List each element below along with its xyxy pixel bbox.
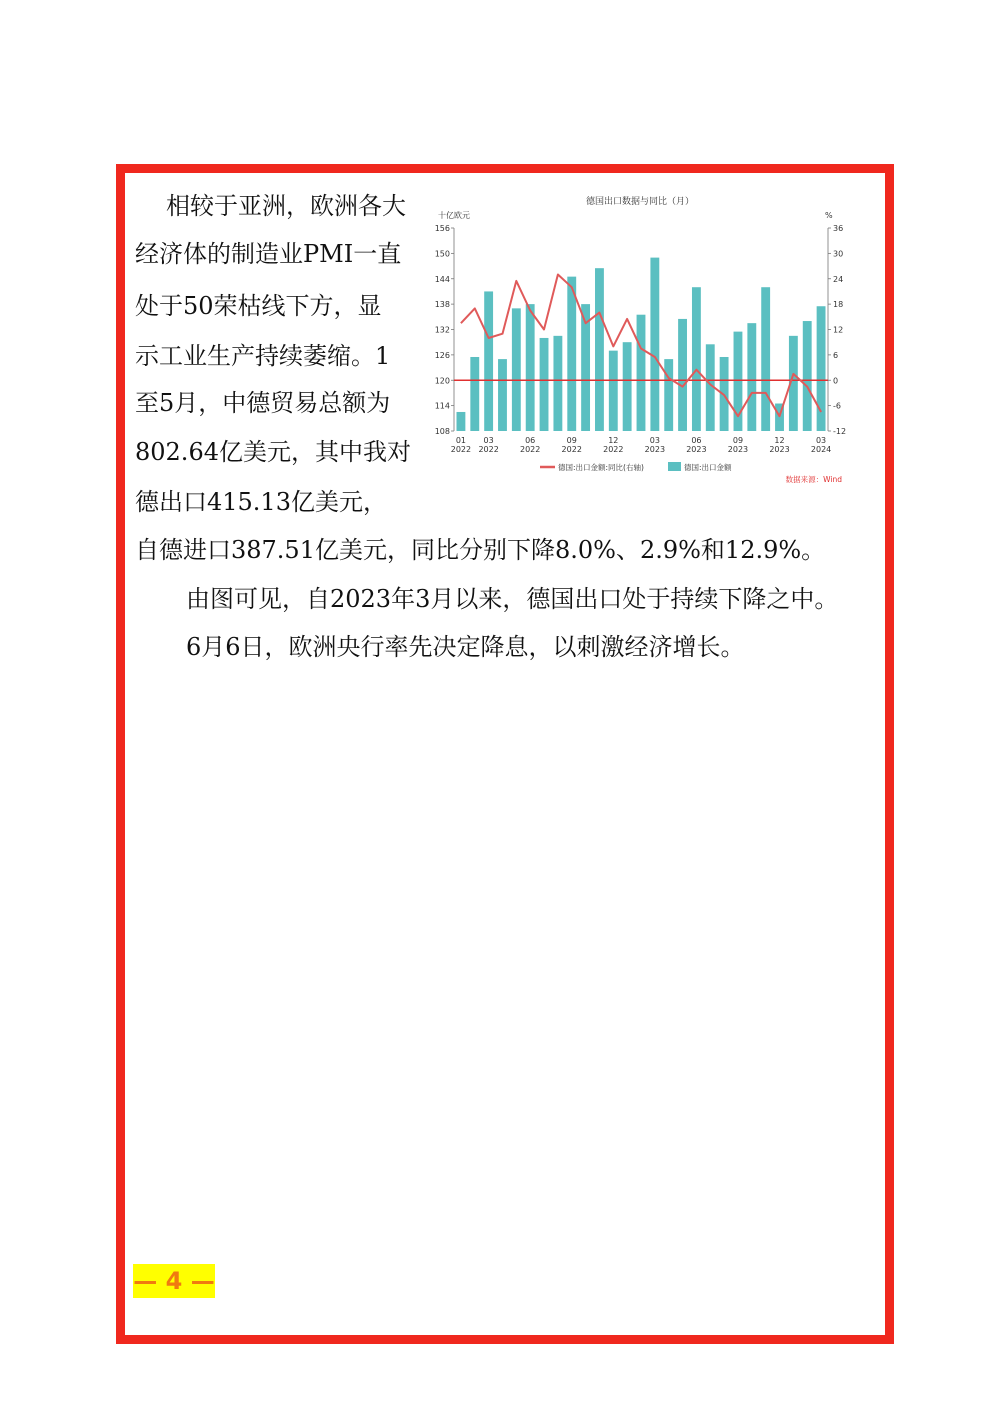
bar — [803, 321, 812, 431]
bar — [650, 258, 659, 431]
x-tick-label: 03 — [483, 436, 494, 445]
x-tick-label: 2023 — [727, 445, 749, 454]
left-tick-label: 120 — [434, 376, 450, 386]
right-tick-label: 30 — [833, 249, 844, 259]
legend-line-label: 德国:出口金额:同比(右轴) — [558, 463, 644, 472]
bar — [484, 291, 493, 431]
bar — [498, 359, 507, 431]
right-tick-label: 0 — [833, 376, 839, 386]
legend-bar-swatch — [668, 462, 681, 471]
x-tick-label: 2022 — [450, 445, 472, 454]
paragraph-line: 相较于亚洲，欧洲各大 — [166, 192, 406, 220]
bar — [553, 336, 562, 431]
x-tick-label: 06 — [525, 436, 536, 445]
x-tick-label: 09 — [566, 436, 577, 445]
page-number: — 4 — — [133, 1264, 215, 1298]
paragraph-line: 处于50荣枯线下方，显 — [135, 292, 382, 320]
bar — [637, 315, 646, 431]
x-tick-label: 12 — [774, 436, 785, 445]
chart-svg — [428, 188, 860, 488]
left-tick-label: 132 — [434, 325, 450, 335]
right-tick-label: -12 — [833, 427, 847, 436]
bar — [526, 304, 535, 431]
bar — [623, 342, 632, 431]
right-tick-label: 18 — [833, 300, 844, 310]
left-unit-label: 十亿欧元 — [438, 211, 470, 220]
x-tick-label: 06 — [691, 436, 702, 445]
x-tick-label: 03 — [649, 436, 660, 445]
bar — [540, 338, 549, 431]
x-tick-label: 12 — [608, 436, 619, 445]
paragraph-line: 由图可见，自2023年3月以来，德国出口处于持续下降之中。 — [186, 585, 839, 613]
paragraph-line: 至5月，中德贸易总额为 — [135, 389, 391, 417]
bar — [817, 306, 826, 431]
left-tick-label: 108 — [434, 427, 450, 436]
bar — [761, 287, 770, 431]
chart-legend — [540, 462, 732, 472]
bar — [664, 359, 673, 431]
chart-source: 数据来源：Wind — [785, 475, 842, 484]
left-tick-label: 126 — [434, 350, 450, 360]
right-tick-label: -6 — [833, 401, 841, 411]
x-tick-label: 2023 — [644, 445, 666, 454]
paragraph-line: 经济体的制造业PMI一直 — [135, 240, 402, 268]
bar — [456, 412, 465, 431]
left-tick-label: 114 — [434, 401, 450, 411]
bar — [678, 319, 687, 431]
right-tick-label: 6 — [833, 350, 839, 360]
right-tick-label: 36 — [833, 224, 844, 233]
legend-bar-label: 德国:出口金额 — [684, 463, 732, 472]
x-tick-label: 2023 — [686, 445, 707, 454]
right-tick-label: 24 — [833, 274, 844, 284]
x-tick-label: 2022 — [520, 445, 541, 454]
x-tick-label: 2022 — [603, 445, 624, 454]
bar — [692, 287, 701, 431]
x-tick-label: 03 — [815, 436, 827, 445]
paragraph-line: 示工业生产持续萎缩。1 — [135, 342, 391, 370]
left-tick-label: 138 — [434, 300, 450, 310]
chart-bars — [456, 258, 825, 431]
left-tick-label: 144 — [434, 274, 450, 284]
bar — [609, 351, 618, 431]
left-tick-label: 156 — [434, 224, 450, 233]
paragraph-line: 自德进口387.51亿美元，同比分别下降8.0%、2.9%和12.9%。 — [135, 536, 826, 564]
paragraph-line: 德出口415.13亿美元， — [135, 488, 387, 516]
bar — [567, 277, 576, 431]
chart-title: 德国出口数据与同比（月） — [585, 197, 695, 207]
export-chart — [428, 188, 860, 488]
bar — [470, 357, 479, 431]
x-tick-label: 2022 — [561, 445, 582, 454]
x-tick-label: 2022 — [478, 445, 499, 454]
bar — [512, 308, 521, 431]
x-tick-label: 09 — [732, 436, 744, 445]
right-unit-label: % — [825, 211, 833, 220]
x-tick-label: 2024 — [810, 445, 832, 454]
left-tick-label: 150 — [434, 249, 450, 259]
x-tick-label: 01 — [455, 436, 467, 445]
bar — [595, 268, 604, 431]
x-tick-label: 2023 — [769, 445, 790, 454]
bar — [747, 323, 756, 431]
right-tick-label: 12 — [833, 325, 844, 335]
paragraph-line: 802.64亿美元，其中我对 — [135, 438, 411, 466]
paragraph-line: 6月6日，欧洲央行率先决定降息，以刺激经济增长。 — [186, 633, 745, 661]
